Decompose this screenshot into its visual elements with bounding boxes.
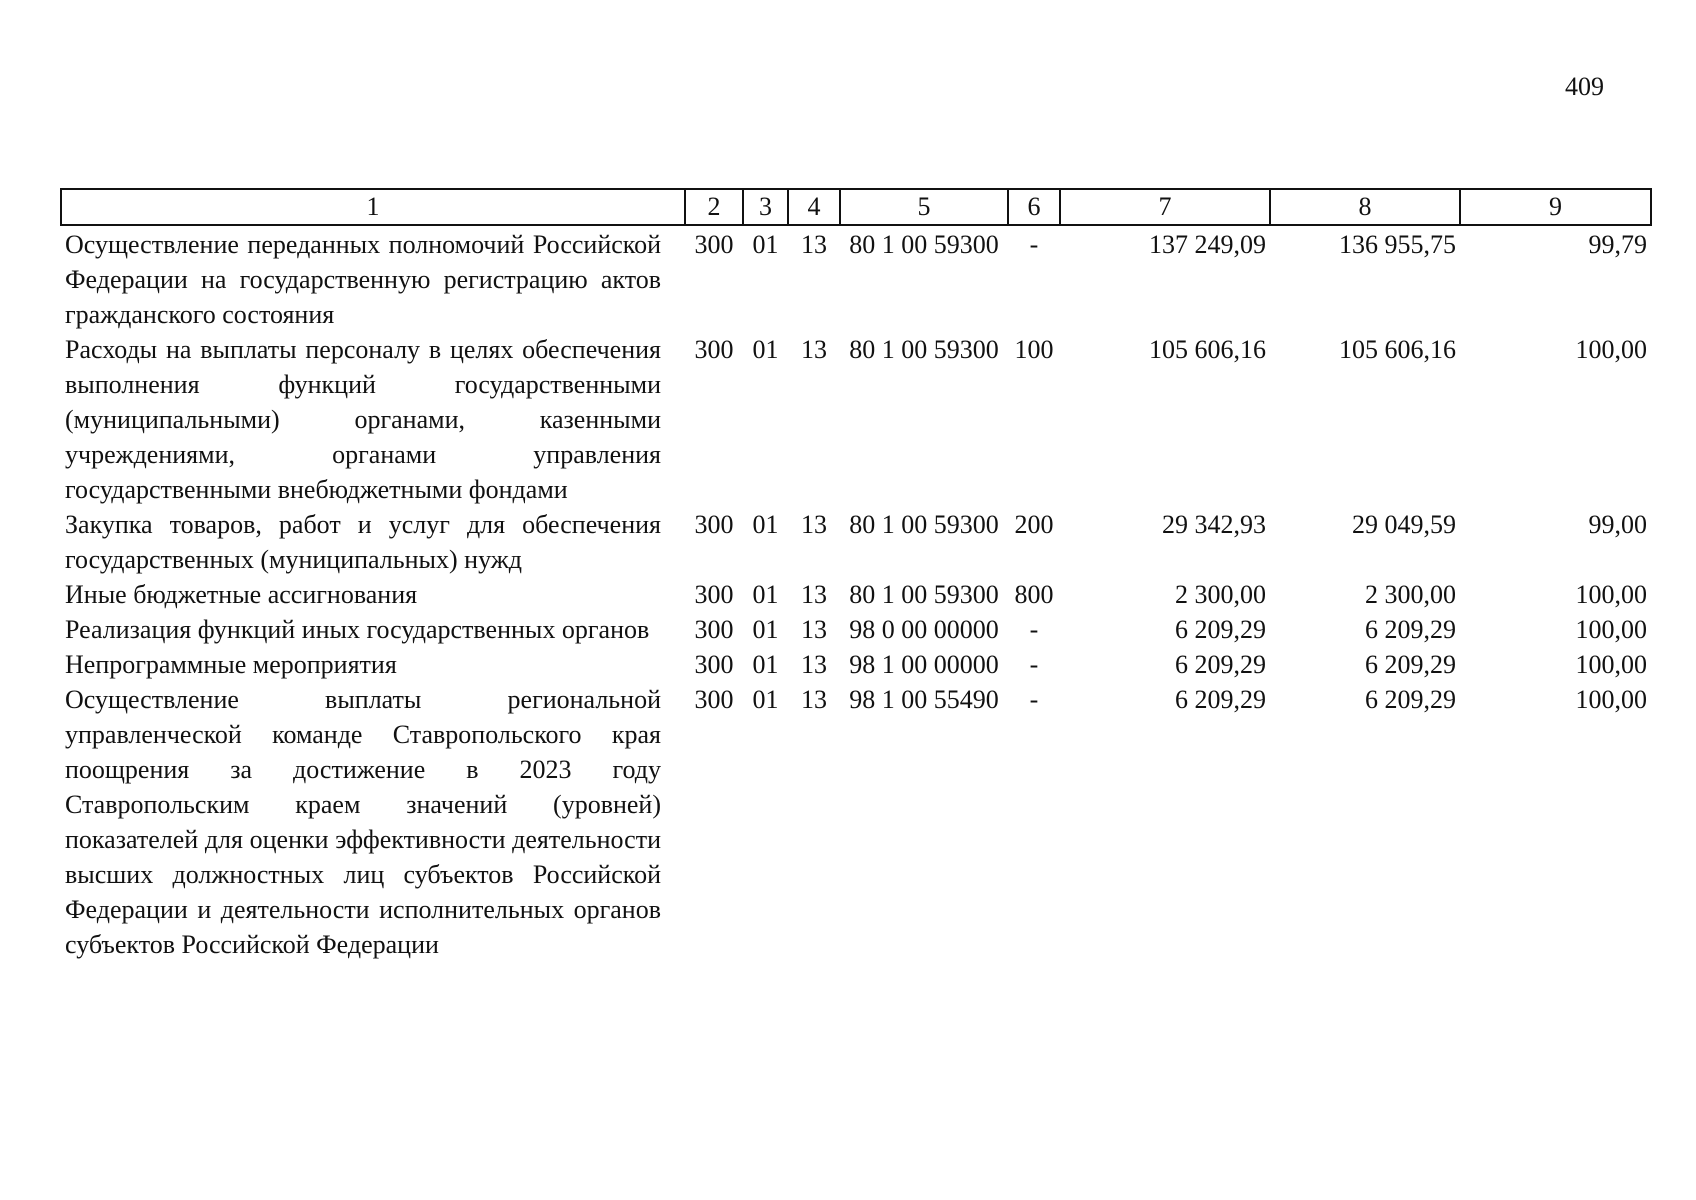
- header-col-8: 8: [1270, 189, 1460, 225]
- row-col-5: 80 1 00 59300: [849, 580, 999, 609]
- row-name: Осуществление переданных полномочий Российской Федерации на государственную регистрацию актов гражданского состояния: [65, 230, 661, 329]
- header-col-1: 1: [61, 189, 685, 225]
- row-col-8: 6 209,29: [1365, 685, 1456, 714]
- row-col-4: 13: [801, 650, 827, 679]
- row-col-6: 800: [1014, 580, 1054, 609]
- row-col-4: 13: [801, 510, 827, 539]
- row-col-8: 105 606,16: [1339, 335, 1456, 364]
- row-col-8: 6 209,29: [1365, 615, 1456, 644]
- header-row: [61, 189, 1651, 225]
- row-col-8: 6 209,29: [1365, 650, 1456, 679]
- table-row: [61, 225, 1651, 332]
- row-col-9: 100,00: [1575, 580, 1647, 609]
- row-col-9: 100,00: [1575, 650, 1647, 679]
- row-col-7: 2 300,00: [1175, 580, 1266, 609]
- row-col-9: 100,00: [1575, 615, 1647, 644]
- row-col-3: 01: [752, 335, 779, 364]
- table-row: [61, 577, 1651, 612]
- row-name: Иные бюджетные ассигнования: [65, 580, 418, 609]
- row-col-4: 13: [801, 580, 827, 609]
- row-col-4: 13: [801, 615, 827, 644]
- table-row: [61, 682, 1651, 962]
- header-col-7: 7: [1060, 189, 1270, 225]
- table-row: [61, 332, 1651, 507]
- row-col-6: -: [1029, 685, 1039, 714]
- row-col-5: 80 1 00 59300: [849, 335, 999, 364]
- row-col-7: 6 209,29: [1175, 615, 1266, 644]
- row-col-7: 6 209,29: [1175, 685, 1266, 714]
- row-col-3: 01: [752, 685, 779, 714]
- row-col-5: 98 1 00 00000: [849, 650, 999, 679]
- row-name: Осуществление выплаты региональной управленческой команде Ставропольского края поощрения за достижение в 2023 году Ставропольским краем значений (уровней) показателей для оценки эффективности деятельности высших должностных лиц субъектов Российской Федерации и деятельности исполнительных органов субъектов Российской Федерации: [65, 685, 661, 959]
- row-col-6: -: [1029, 230, 1039, 259]
- row-col-3: 01: [752, 650, 779, 679]
- table-header: [61, 189, 1651, 225]
- row-col-6: -: [1029, 615, 1039, 644]
- row-col-2: 300: [694, 650, 734, 679]
- row-col-3: 01: [752, 510, 779, 539]
- row-col-8: 136 955,75: [1339, 230, 1456, 259]
- row-name: Непрограммные мероприятия: [65, 650, 397, 679]
- row-col-9: 100,00: [1575, 685, 1647, 714]
- row-col-3: 01: [752, 615, 779, 644]
- header-col-4: 4: [788, 189, 840, 225]
- row-col-4: 13: [801, 230, 827, 259]
- row-col-4: 13: [801, 335, 827, 364]
- row-col-7: 6 209,29: [1175, 650, 1266, 679]
- row-col-5: 98 0 00 00000: [849, 615, 999, 644]
- row-col-7: 29 342,93: [1162, 510, 1266, 539]
- row-name: Расходы на выплаты персоналу в целях обеспечения выполнения функций государственными (муниципальными) органами, казенными учреждениями, органами управления государственными внебюджетными фондами: [65, 335, 661, 504]
- table-body: [61, 225, 1651, 962]
- row-col-6: 100: [1014, 335, 1054, 364]
- row-col-3: 01: [752, 230, 779, 259]
- row-col-3: 01: [752, 580, 779, 609]
- row-col-5: 80 1 00 59300: [849, 510, 999, 539]
- budget-table: [60, 188, 1652, 962]
- row-col-6: -: [1029, 650, 1039, 679]
- row-col-7: 105 606,16: [1149, 335, 1266, 364]
- header-col-5: 5: [840, 189, 1008, 225]
- row-col-5: 98 1 00 55490: [849, 685, 999, 714]
- header-col-2: 2: [685, 189, 743, 225]
- row-col-8: 2 300,00: [1365, 580, 1456, 609]
- row-col-6: 200: [1014, 510, 1054, 539]
- row-col-2: 300: [694, 230, 734, 259]
- row-col-7: 137 249,09: [1149, 230, 1266, 259]
- table-row: [61, 647, 1651, 682]
- row-col-2: 300: [694, 580, 734, 609]
- header-col-3: 3: [743, 189, 788, 225]
- row-col-5: 80 1 00 59300: [849, 230, 999, 259]
- budget-table-container: [60, 188, 1650, 962]
- row-col-9: 99,79: [1588, 230, 1647, 259]
- row-name: Реализация функций иных государственных органов: [65, 615, 650, 644]
- row-col-9: 99,00: [1588, 510, 1647, 539]
- row-col-9: 100,00: [1575, 335, 1647, 364]
- row-col-2: 300: [694, 685, 734, 714]
- header-col-6: 6: [1008, 189, 1060, 225]
- row-col-2: 300: [694, 510, 734, 539]
- table-row: [61, 612, 1651, 647]
- row-col-8: 29 049,59: [1352, 510, 1456, 539]
- row-col-4: 13: [801, 685, 827, 714]
- header-col-9: 9: [1460, 189, 1651, 225]
- page-number: 409: [1565, 72, 1604, 101]
- table-row: [61, 507, 1651, 577]
- row-col-2: 300: [694, 615, 734, 644]
- row-col-2: 300: [694, 335, 734, 364]
- row-name: Закупка товаров, работ и услуг для обеспечения государственных (муниципальных) нужд: [65, 510, 661, 574]
